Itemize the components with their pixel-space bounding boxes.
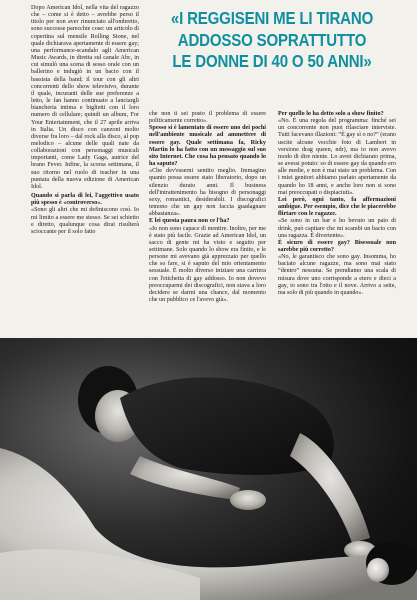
question-3: E lei questa paura non ce l'ha? [149,218,230,225]
intro-paragraph: Dopo American Idol, nella vita del ragazzo che – come si è detto – avrebbe perso il titolo per non aver rinunciato all'ombretto, sono successe parecchie cose: un articolo di copertina sul mensile Rolling Stone, nel quale dichiarava apertamente di essere gay; una performance-scandalo agli American Music Awards, in diretta sul canale Abc, in cui simulò una scena di sesso orale con un ballerino e indugiò in un bacio con il bassista della band; il tour con gli altri concorrenti dello show televisivo, durante il quale, incuranti delle sue preferenze a letto, le fan hanno continuato a lanciargli biancheria intima e biglietti con il loro numero di cellulare; quindi un album, For Your Entertainment, che il 27 aprile arriva in Italia. Un disco con canzoni molto diverse fra loro – dal rock alla disco, al pop melodico – alcune delle quali nate da collaborazioni con personaggi musicali importanti, come Lady Gaga, autrice del brano Fever. Infine, la scorsa settimana, il suo ritorno nel ruolo di teacher in una puntata della nuova edizione di American Idol. [31,5,139,190]
answer-3: «Io non sono capace di mentire. Inoltre, per me è stato più facile. Grazie ad American Idol, un sacco di gente mi ha visto e seguito per settimane. Solo quando lo show era finito, e le persone mi avevano già apprezzato per quello che so fare, si è saputo del mio orientamento sessuale. È molto diverso iniziare una carriera con l'etichetta di gay addosso. Io non dovevo preoccuparmi dei discografici, non stava a loro decidere se darmi una chance, dal momento che un pubblico ce l'avevo già». [149,225,266,304]
answer-6: «No, le garantisco che sono gay. Insomma, ho baciato alcune ragazze, ma sono mai stato “dentro” nessuna. Se prendiamo una scala di misura dove uno corrisponde a etero e dieci a gay, io sono tra l'otto e il nove. Arrivo a sette, ma solo di più quando in quando». [278,254,396,296]
question-4: Per quello lo ha detto solo a show finito? [278,111,384,117]
answer-1-continued: che non ti sei posto il problema di essere politicamente corretto». [149,111,266,125]
article-column-3 [278,111,396,297]
article-column-1 [31,5,139,236]
headline-line-3: LE DONNE DI 40 O 50 ANNI» [172,51,372,71]
article-column-2 [149,111,266,304]
photo-black-and-white [0,338,417,600]
answer-2: «Che dev'esserni sentito meglio. Immagino quanto possa essere stato liberatorio, dopo un silenzio durato anni. Il business dell'intrattenimento ha bisogno di personaggi sexy, romantici, desiderabili. I discografici temono che un gay non faccia guadagnare abbastanza». [149,168,266,218]
answer-1: «Sono gli altri che mi definiscono così. Io mi limito a essere me stesso. Se sei schietto e diretto, qualunque cosa dirai risulterà scioccante per il solo fatto [31,207,139,235]
photo-illustration [0,338,417,600]
headline-line-2: ADDOSSO SOPRATTUTTO [177,29,367,50]
man-hand-left [230,490,266,510]
question-1: Quando si parla di lei, l'aggettivo usato più spesso è «controverso». [31,193,139,207]
question-6: È sicuro di essere gay? Bisessuale non sarebbe più corretto? [278,239,396,253]
answer-4: «No. È una regola del programma: finché sei un concorrente non puoi rilasciare interviste. Tutti facevano illazioni: “È gay sì o no?” (erano uscite alcune vecchie foto di Lambert in versione drag queen, ndr), ma io non avevo modo di dire niente. Lo avrei dichiarato prima, se avessi potuto: so di essere gay da quando ero alle medie, e non è mai stato un problema. Con i miei genitori abbiamo parlato apertamente da quando ho 18 anni, e anche loro non si sono mai preoccupati o dispiaciuti». [278,118,396,196]
headline [148,8,396,103]
headline-line-1: «I REGGISENI ME LI TIRANO [170,8,374,28]
woman-face [367,558,389,582]
question-2: Spesso si è lamentato di essere uno dei pochi nell'ambiente musicale ad ammettere di essere gay. Quale settimana fa, Ricky Martin lo ha fatto con un messaggio sul suo sito Internet. Che cosa ha pensato quando lo ha saputo? [149,125,266,168]
question-5: Lei però, ogni tanto, fa affermazioni ambigue. Per esempio, dice che le piacerebbe flirtare con le ragazze. [278,196,396,218]
woman-legs [0,549,200,600]
answer-5: «Se sono in un bar e ho bevuto un paio di drink, può capitare che mi scambi un bacio con una ragazza. È divertente». [278,218,396,239]
